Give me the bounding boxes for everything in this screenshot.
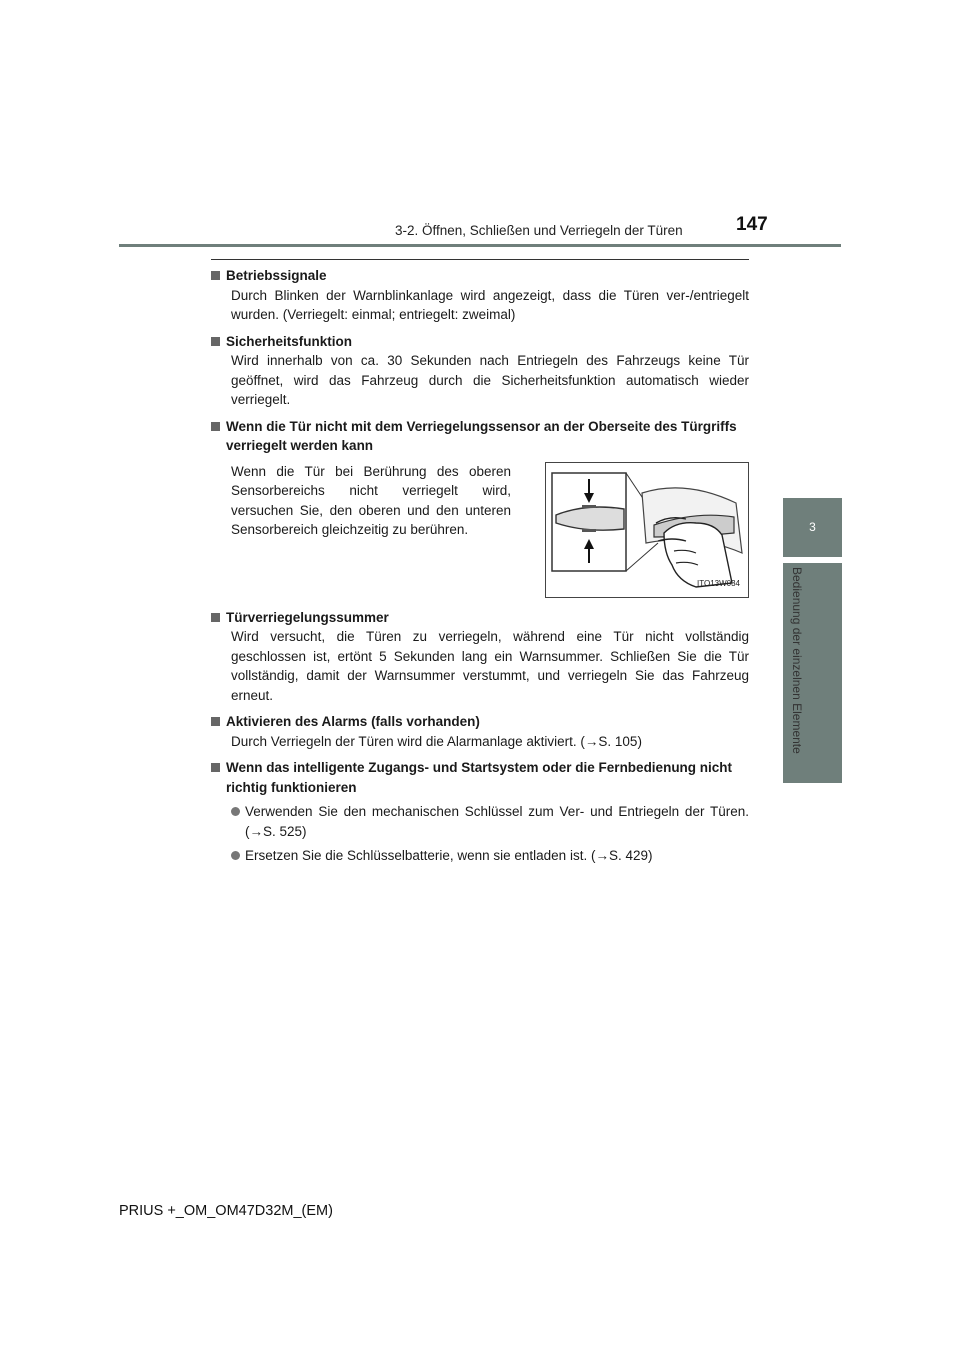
- chapter-number: 3: [809, 520, 816, 534]
- section-sicherheitsfunktion: [211, 332, 749, 410]
- content-top-rule: [211, 259, 749, 260]
- list-item-text: Ersetzen Sie die Schlüsselbatterie, wenn sie entladen ist. (→S. 429): [245, 848, 653, 863]
- heading-text: Aktivieren des Alarms (falls vorhanden): [226, 714, 480, 729]
- main-content: [211, 266, 749, 873]
- section-body: Wenn die Tür bei Berührung des oberen Sensorbereichs nicht verriegelt wird, versuchen Sie, den oberen und den unteren Sensorbereich gleichzeitig zu berühren.: [231, 463, 511, 537]
- list-item: [211, 846, 749, 866]
- list-item-text: Verwenden Sie den mechanischen Schlüssel zum Ver- und Entriegeln der Türen. (→S. 525): [245, 804, 749, 839]
- figure-code: ITO13W034: [697, 579, 740, 588]
- heading-text: Türverriegelungssummer: [226, 609, 389, 625]
- heading-text: Sicherheitsfunktion: [226, 333, 353, 349]
- section-body: Durch Verriegeln der Türen wird die Alarmanlage aktiviert. (→S. 105): [231, 733, 642, 749]
- section-heading: [211, 758, 749, 797]
- section-zugangssystem: [211, 758, 749, 866]
- square-bullet-icon: [211, 271, 220, 280]
- section-heading: [211, 608, 749, 628]
- section-heading: [211, 266, 749, 286]
- square-bullet-icon: [211, 422, 220, 431]
- heading-text: Wenn das intelligente Zugangs- und Startsystem oder die Fernbedienung nicht richtig funktionieren: [226, 760, 733, 795]
- section-heading: [211, 712, 749, 732]
- square-bullet-icon: [211, 717, 220, 726]
- header-rule: [119, 244, 841, 247]
- section-heading: [211, 417, 749, 456]
- section-body: Wird versucht, die Türen zu verriegeln, während eine Tür nicht vollständig geschlossen ist, ertönt 5 Sekunden lang ein Warnsummer. Schließen Sie die Tür vollständig, damit der Warnsummer verstummt, und verriegeln Sie das Fahrzeug erneut.: [231, 629, 749, 703]
- chapter-tab: [783, 498, 842, 557]
- square-bullet-icon: [211, 763, 220, 772]
- heading-text: Wenn die Tür nicht mit dem Verriegelungssensor an der Oberseite des Türgriffs verriegelt werden kann: [226, 418, 737, 453]
- square-bullet-icon: [211, 337, 220, 346]
- section-alarm: [211, 712, 749, 751]
- page-number: 147: [736, 214, 768, 235]
- heading-text: Betriebssignale: [226, 268, 327, 283]
- list-item: [211, 802, 749, 841]
- footer-model-code: PRIUS +_OM_OM47D32M_(EM): [119, 1203, 333, 1219]
- round-bullet-icon: [231, 851, 240, 860]
- section-body: Durch Blinken der Warnblinkanlage wird angezeigt, dass die Türen ver-/entriegelt wurden. (Verriegelt: einmal; entriegelt: zweimal): [231, 287, 749, 322]
- round-bullet-icon: [231, 807, 240, 816]
- text-with-figure: [211, 462, 749, 598]
- running-header-title: 3-2. Öffnen, Schließen und Verriegeln der Türen: [395, 223, 683, 238]
- door-handle-figure: [545, 462, 749, 598]
- section-summer: [211, 608, 749, 706]
- section-heading: [211, 332, 749, 352]
- section-sensor: [211, 417, 749, 598]
- section-body: Wird innerhalb von ca. 30 Sekunden nach Entriegeln des Fahrzeugs keine Tür geöffnet, wird das Fahrzeug durch die Sicherheitsfunktion automatisch wieder verriegelt.: [231, 353, 749, 407]
- chapter-label: Bedienung der einzelnen Elemente: [790, 567, 804, 754]
- section-betriebssignale: [211, 266, 749, 325]
- square-bullet-icon: [211, 613, 220, 622]
